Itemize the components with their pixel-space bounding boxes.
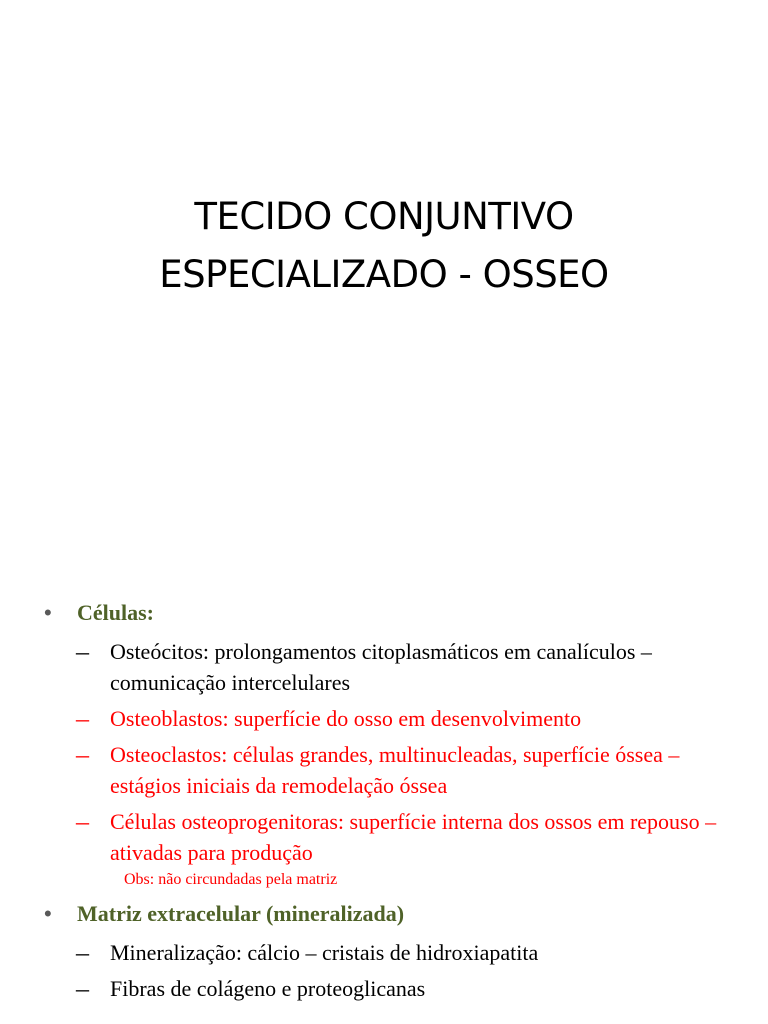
sub-item-text: Osteócitos: prolongamentos citoplasmáticos em canalículos – comunicação intercelulares — [110, 639, 652, 695]
dash-icon: – — [76, 740, 89, 769]
sub-item-mineralizacao — [0, 937, 768, 968]
sub-item-osteocitos — [0, 636, 768, 698]
bullet-dot-icon: • — [44, 600, 52, 625]
title-line-1: TECIDO CONJUNTIVO — [194, 195, 574, 238]
bullet-dot-icon: • — [44, 901, 52, 926]
sub-item-text: Mineralização: cálcio – cristais de hidroxiapatita — [110, 940, 539, 965]
slide-title — [0, 188, 768, 304]
sub-item-text: Fibras de colágeno e proteoglicanas — [110, 976, 426, 1001]
sub-item-fibras — [0, 973, 768, 1004]
dash-icon: – — [76, 974, 89, 1003]
sub-item-text: Células osteoprogenitoras: superfície interna dos ossos em repouso – ativadas para produção — [110, 809, 717, 865]
heading-celulas: Células: — [77, 600, 154, 625]
dash-icon: – — [76, 938, 89, 967]
slide-body — [0, 598, 768, 1009]
sub-item-osteoblastos — [0, 703, 768, 734]
bullet-celulas — [0, 598, 768, 628]
sub-item-text: Osteoblastos: superfície do osso em desenvolvimento — [110, 706, 582, 731]
note-obs: Obs: não circundadas pela matriz — [124, 871, 338, 888]
sub-item-osteoprogenitoras — [0, 806, 768, 868]
dash-icon: – — [76, 704, 89, 733]
sub-item-text: Osteoclastos: células grandes, multinucleadas, superfície óssea – estágios iniciais da remodelação óssea — [110, 742, 680, 798]
heading-matriz: Matriz extracelular (mineralizada) — [77, 901, 405, 926]
bullet-matriz — [0, 899, 768, 929]
sub-item-osteoclastos — [0, 739, 768, 801]
dash-icon: – — [76, 807, 89, 836]
title-line-2: ESPECIALIZADO - OSSEO — [159, 253, 609, 296]
dash-icon: – — [76, 637, 89, 666]
